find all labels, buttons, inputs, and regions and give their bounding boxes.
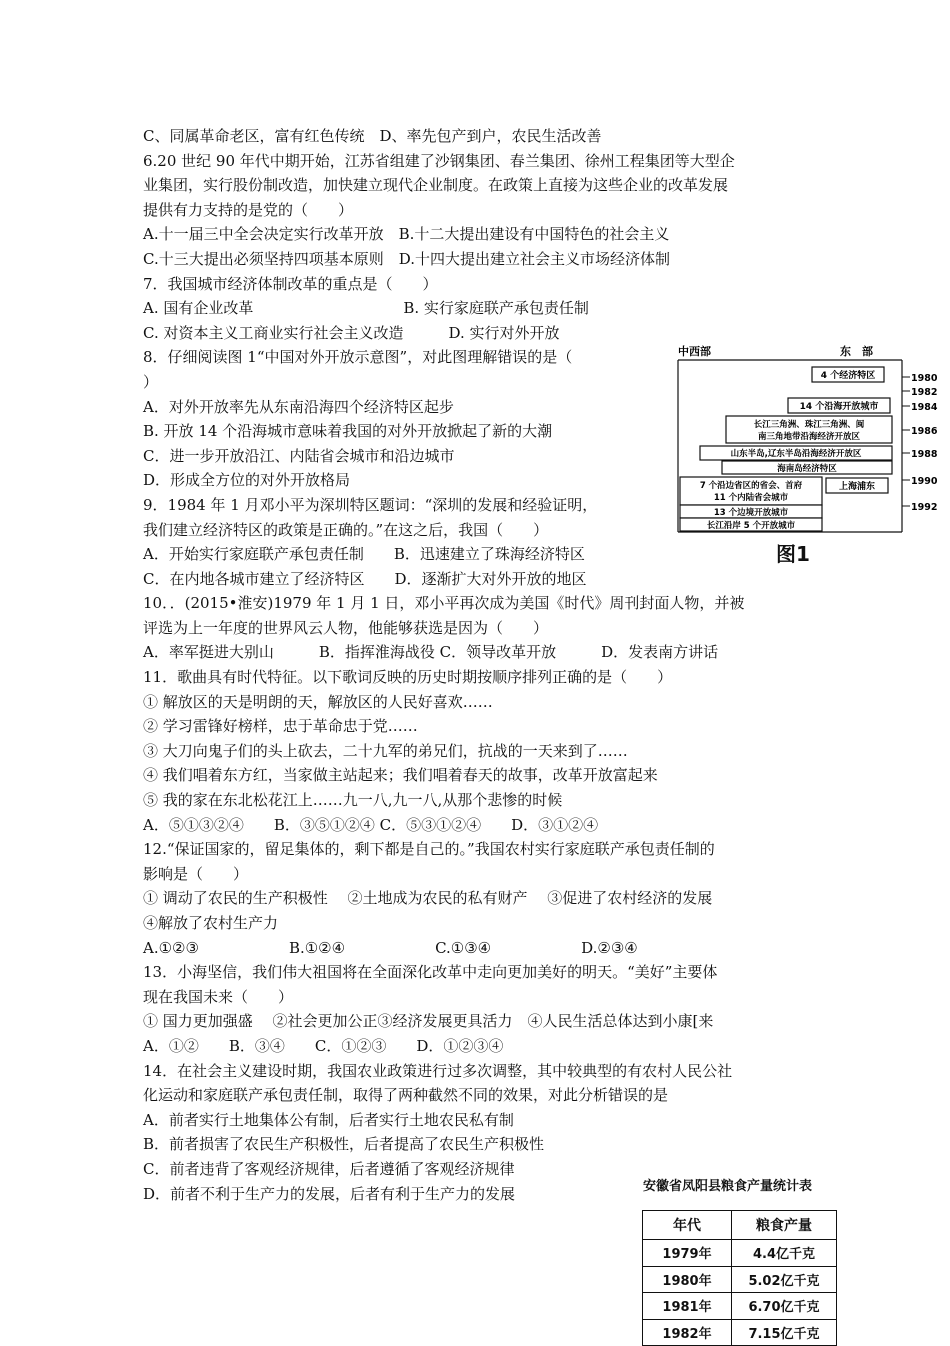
text-line: C．在内地各城市建立了经济特区 D．逐渐扩大对外开放的地区 (143, 569, 587, 588)
text-line: C、同属革命老区，富有红色传统 D、率先包产到户，农民生活改善 (143, 127, 602, 145)
year-label: 1982 (911, 387, 938, 398)
text-line: A. 国有企业改革 B. 实行家庭联产承包责任制 (143, 299, 589, 318)
text-line: C. 对资本主义工商业实行社会主义改造 D. 实行对外开放 (143, 323, 560, 342)
text-line: A．开始实行家庭联产承包责任制 B．迅速建立了珠海经济特区 (143, 545, 585, 564)
box-special-zones: 4 个经济特区 (820, 371, 876, 381)
text-line: B．前者损害了农民生产积极性，后者提高了农民生产积极性 (143, 1135, 545, 1154)
text-line: 13．小海坚信，我们伟大祖国将在全面深化改革中走向更加美好的明天。“美好”主要体 (143, 963, 718, 982)
text-line: ② 学习雷锋好榜样，忠于革命忠于党…… (143, 717, 418, 736)
table-cell: 7.15亿千克 (732, 1319, 837, 1346)
text-line: C．前者违背了客观经济规律，后者遵循了客观经济规律 (143, 1159, 515, 1178)
box-yangtze-cities: 长江沿岸 5 个开放城市 (706, 521, 796, 531)
table-cell: 1982年 (643, 1319, 732, 1346)
table-title: 安徽省凤阳县粮食产量统计表 (643, 1179, 813, 1194)
table-row (643, 1240, 837, 1267)
text-line: 我们建立经济特区的政策是正确的。”在这之后，我国（ ） (143, 520, 549, 539)
text-line: A．对外开放率先从东南沿海四个经济特区起步 (143, 397, 454, 416)
text-line: ④ 我们唱着东方红，当家做主站起来；我们唱着春天的故事，改革开放富起来 (143, 766, 658, 785)
table-row (643, 1319, 837, 1346)
text-line: 11．歌曲具有时代特征。以下歌词反映的历史时期按顺序排列正确的是（ ） (143, 668, 673, 687)
box-hainan-zone: 海南岛经济特区 (777, 464, 837, 474)
table-header-row (643, 1211, 837, 1240)
box-border-cities: 13 个边境开放城市 (713, 508, 789, 518)
table-cell: 4.4亿千克 (732, 1240, 837, 1267)
text-line: 评选为上一年度的世界风云人物，他能够获选是因为（ ） (143, 618, 549, 637)
text-line: A．⑤①③②④ B．③⑤①②④ C．⑤③①②④ D．③①②④ (143, 815, 599, 834)
text-line: ① 调动了农民的生产积极性 ②土地成为农民的私有财产 ③促进了农村经济的发展 (143, 889, 713, 908)
text-line: 8．仔细阅读图 1“中国对外开放示意图”，对此图理解错误的是（ (143, 348, 573, 367)
year-label: 1988 (911, 449, 938, 460)
text-line: 现在我国未来（ ） (143, 987, 294, 1006)
header-east: 东 部 (840, 345, 873, 358)
text-line: ⑤ 我的家在东北松花江上……九一八,九一八,从那个悲惨的时候 (143, 791, 563, 810)
text-line: 14．在社会主义建设时期，我国农业政策进行过多次调整，其中较典型的有农村人民公社 (143, 1061, 733, 1080)
box-delta-open-zones: 长江三角洲、珠江三角洲、闽 (753, 420, 865, 430)
column-header: 粮食产量 (732, 1211, 837, 1240)
text-line: ③ 大刀向鬼子们的头上砍去，二十九军的弟兄们，抗战的一天来到了…… (143, 741, 628, 760)
table-cell: 5.02亿千克 (732, 1266, 837, 1293)
text-line: ④解放了农村生产力 (143, 914, 279, 932)
text-line: B. 开放 14 个沿海城市意味着我国的对外开放掀起了新的大潮 (143, 422, 553, 441)
table-cell: 6.70亿千克 (732, 1293, 837, 1320)
text-line: 化运动和家庭联产承包责任制，取得了两种截然不同的效果，对此分析错误的是 (143, 1086, 669, 1105)
text-line: C．进一步开放沿江、内陆省会城市和沿边城市 (143, 446, 455, 465)
figure-label: 图1 (776, 542, 810, 566)
text-line: ① 解放区的天是明朗的天，解放区的人民好喜欢…… (143, 692, 493, 711)
grain-output-table (642, 1210, 837, 1346)
text-line: A.①②③ B.①②④ C.①③④ D.②③④ (143, 938, 638, 957)
table-cell: 1980年 (643, 1266, 732, 1293)
diagram-svg (672, 340, 938, 540)
table-cell: 1979年 (643, 1240, 732, 1267)
text-line: 12.“保证国家的，留足集体的，剩下都是自己的。”我国农村实行家庭联产承包责任制的 (143, 840, 715, 859)
year-label: 1980 (911, 373, 938, 384)
table-row (643, 1293, 837, 1320)
box-coastal-cities: 14 个沿海开放城市 (799, 402, 879, 412)
table-cell: 1981年 (643, 1293, 732, 1320)
text-line: 9．1984 年 1 月邓小平为深圳特区题词：“深圳的发展和经验证明， (143, 495, 598, 514)
column-header: 年代 (643, 1211, 732, 1240)
header-central-west: 中西部 (678, 345, 711, 358)
text-line: 影响是（ ） (143, 864, 249, 883)
box-peninsula-zones: 山东半岛,辽东半岛沿海经济开放区 (730, 449, 862, 459)
text-line: A．①② B．③④ C．①②③ D．①②③④ (143, 1036, 504, 1055)
opening-up-diagram (672, 340, 938, 568)
table-row (643, 1266, 837, 1293)
text-line: 业集团，实行股份制改造，加快建立现代企业制度。在政策上直接为这些企业的改革发展 (143, 176, 729, 195)
year-label: 1992 (911, 502, 938, 513)
box-delta-open-zones: 南三角地带沿海经济开放区 (757, 432, 861, 442)
year-label: 1990 (911, 476, 938, 487)
text-line: 10．．(2015•淮安)1979 年 1 月 1 日，邓小平再次成为美国《时代》周刊封面人物，并被 (143, 594, 745, 613)
question-text (143, 124, 843, 1206)
year-label: 1986 (911, 426, 938, 437)
text-line: A.十一届三中全会决定实行改革开放 B.十二大提出建设有中国特色的社会主义 (143, 225, 670, 244)
text-line: D．形成全方位的对外开放格局 (143, 471, 351, 490)
year-label: 1984 (911, 402, 938, 413)
box-pudong: 上海浦东 (838, 482, 876, 492)
text-line: A．前者实行土地集体公有制，后者实行土地农民私有制 (143, 1110, 514, 1129)
box-border-capitals: 7 个沿边省区的省会、首府 (699, 481, 803, 491)
text-line: 提供有力支持的是党的（ ） (143, 200, 354, 219)
text-line: C.十三大提出必须坚持四项基本原则 D.十四大提出建立社会主义市场经济体制 (143, 249, 670, 268)
text-line: D．前者不利于生产力的发展，后者有利于生产力的发展 (143, 1184, 516, 1203)
text-line: 6.20 世纪 90 年代中期开始，江苏省组建了沙钢集团、春兰集团、徐州工程集团等大型企 (143, 151, 735, 170)
text-line: ） (143, 372, 159, 391)
text-line: A．率军挺进大别山 B．指挥淮海战役 C．领导改革开放 D．发表南方讲话 (143, 643, 719, 662)
text-line: ① 国力更加强盛 ②社会更加公正③经济发展更具活力 ④人民生活总体达到小康[来 (143, 1012, 714, 1031)
box-inland-capitals: 11 个内陆省会城市 (713, 493, 789, 503)
text-line: 7．我国城市经济体制改革的重点是（ ） (143, 274, 438, 293)
